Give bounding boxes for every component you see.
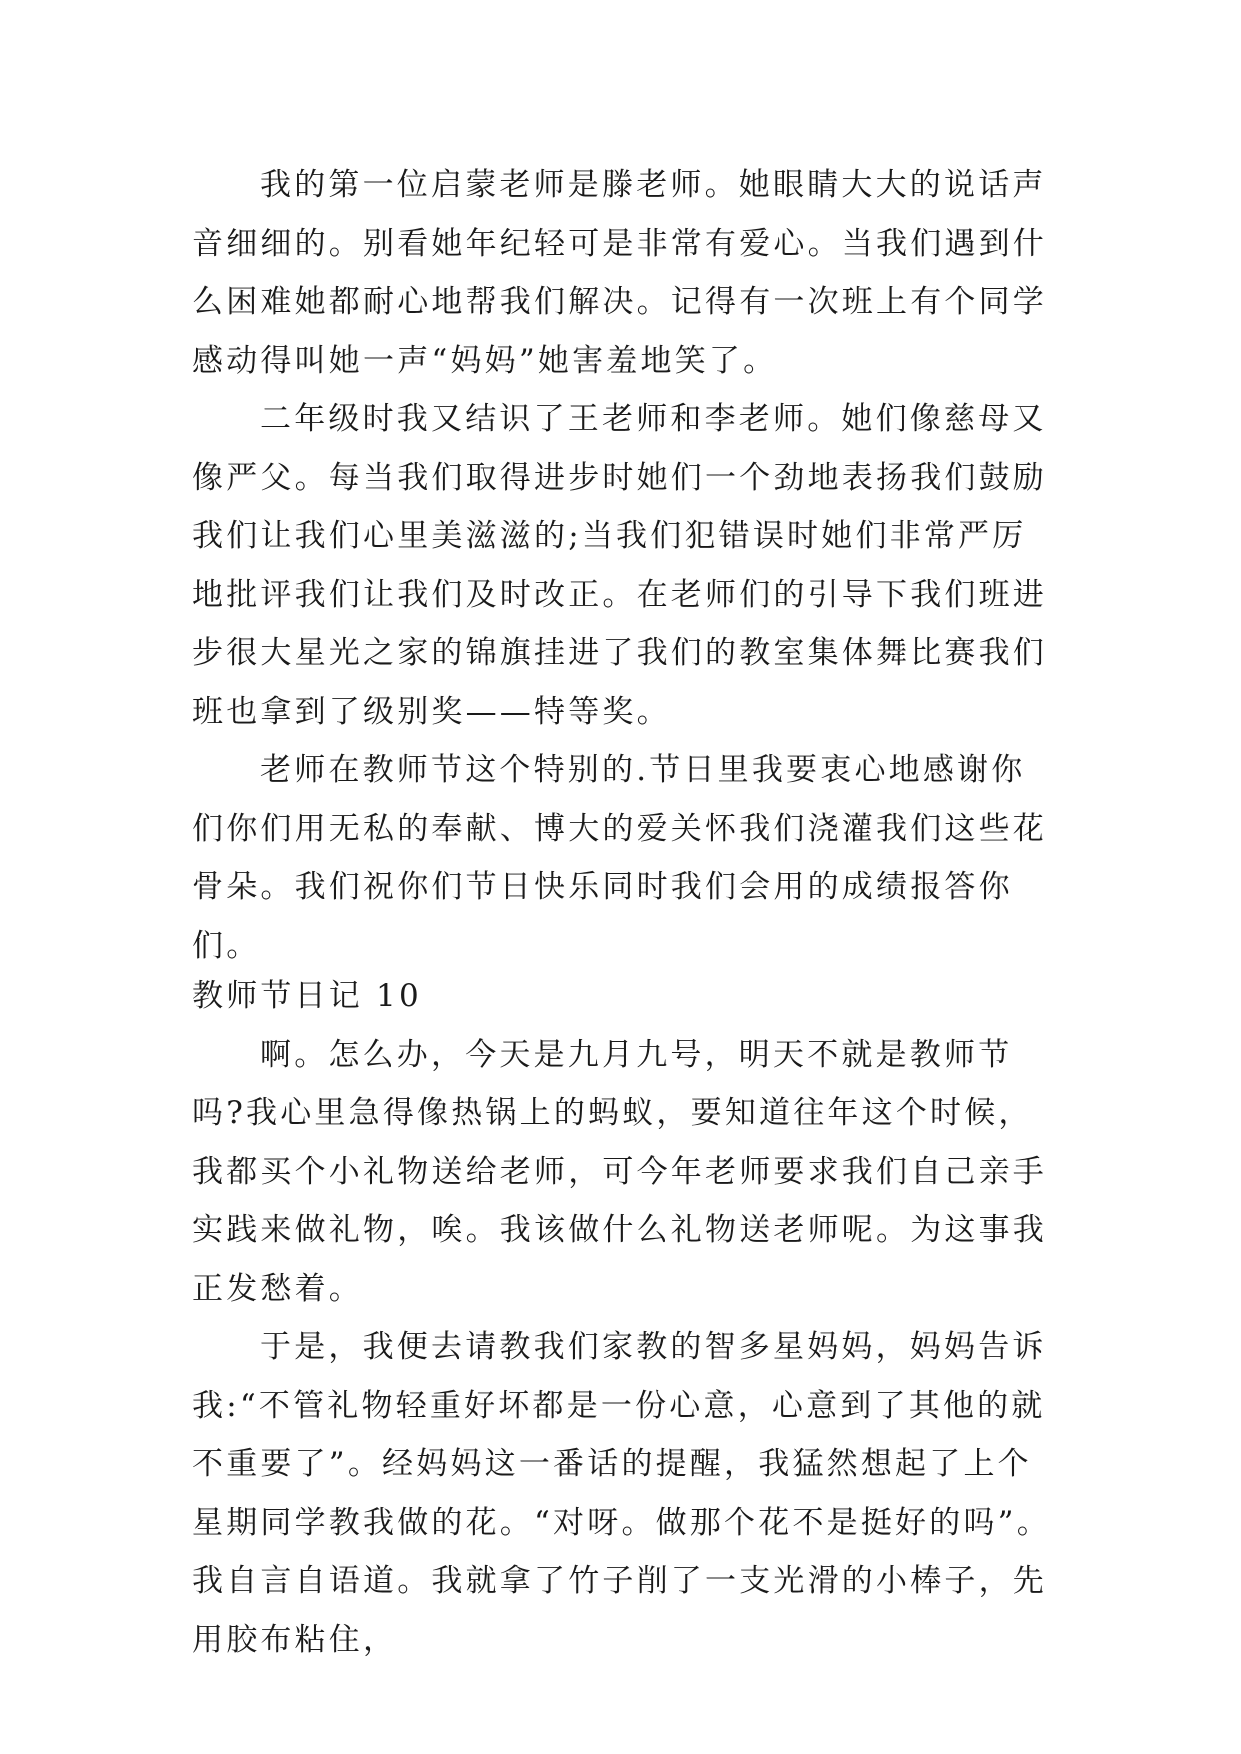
paragraph-1: 我的第一位启蒙老师是滕老师。她眼睛大大的说话声音细细的。别看她年纪轻可是非常有爱心。当我们遇到什么困难她都耐心地帮我们解决。记得有一次班上有个同学感动得叫她一声“妈妈”她害羞地笑了。 xyxy=(192,167,1047,379)
section-1 xyxy=(192,156,1052,975)
section-2 xyxy=(192,967,1052,1669)
paragraph-2: 二年级时我又结识了王老师和李老师。她们像慈母又像严父。每当我们取得进步时她们一个劲地表扬我们鼓励我们让我们心里美滋滋的;当我们犯错误时她们非常严厉地批评我们让我们及时改正。在老师们的引导下我们班进步很大星光之家的锦旗挂进了我们的教室集体舞比赛我们班也拿到了级别奖——特等奖。 xyxy=(192,401,1047,730)
paragraph-4: 啊。怎么办，今天是九月九号，明天不就是教师节吗?我心里急得像热锅上的蚂蚁，要知道往年这个时候，我都买个小礼物送给老师，可今年老师要求我们自己亲手实践来做礼物，唉。我该做什么礼物送老师呢。为这事我正发愁着。 xyxy=(192,1036,1047,1307)
paragraph-5: 于是，我便去请教我们家教的智多星妈妈，妈妈告诉我:“不管礼物轻重好坏都是一份心意，心意到了其他的就不重要了”。经妈妈这一番话的提醒，我猛然想起了上个星期同学教我做的花。“对呀。做那个花不是挺好的吗”。我自言自语道。我就拿了竹子削了一支光滑的小棒子，先用胶布粘住， xyxy=(192,1329,1051,1658)
paragraph-3: 老师在教师节这个特别的.节日里我要衷心地感谢你们你们用无私的奉献、博大的爱关怀我们浇灌我们这些花骨朵。我们祝你们节日快乐同时我们会用的成绩报答你们。 xyxy=(192,752,1047,964)
section-heading: 教师节日记 10 xyxy=(192,978,422,1014)
